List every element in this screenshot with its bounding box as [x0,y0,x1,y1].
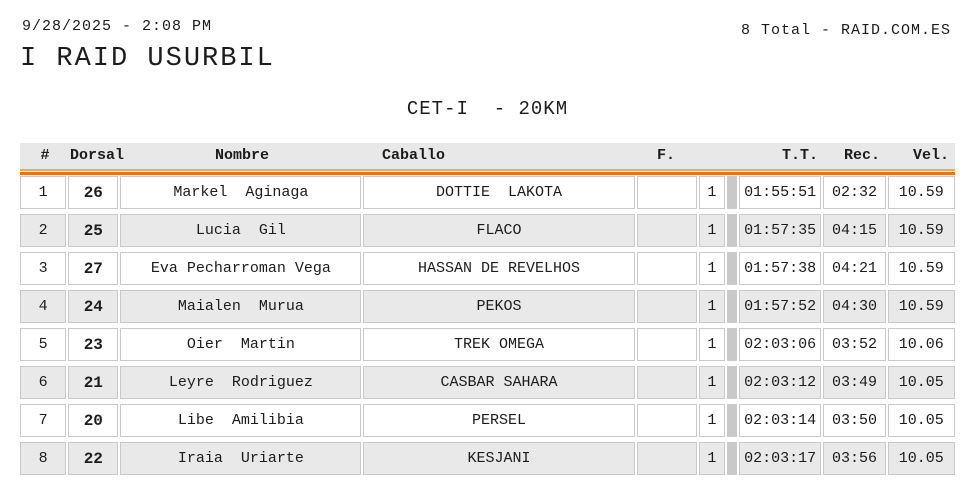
recovery-time-cell: 04:21 [823,252,885,285]
phase-empty-cell [637,328,697,361]
results-body [20,176,955,475]
col-header-f-count [698,143,724,169]
total-time-cell: 01:57:35 [739,214,821,247]
rank-cell: 8 [20,442,66,475]
dorsal-cell: 24 [68,290,118,323]
recovery-time-cell: 03:49 [823,366,885,399]
table-row [20,252,955,285]
phase-separator-cell [727,328,737,361]
recovery-time-cell: 04:30 [823,290,885,323]
total-time-cell: 02:03:12 [739,366,821,399]
recovery-time-cell: 03:50 [823,404,885,437]
rank-cell: 3 [20,252,66,285]
total-time-cell: 02:03:06 [739,328,821,361]
dorsal-cell: 20 [68,404,118,437]
phase-separator-cell [727,176,737,209]
results-header [20,143,955,169]
results-table [20,143,955,480]
phase-separator-cell [727,214,737,247]
dorsal-cell: 27 [68,252,118,285]
col-header-nombre: Nombre [214,147,269,164]
total-time-cell: 02:03:14 [739,404,821,437]
phase-empty-cell [637,442,697,475]
rank-cell: 2 [20,214,66,247]
total-time-cell: 01:57:38 [739,252,821,285]
col-header-tt: T.T. [781,147,818,164]
rank-cell: 6 [20,366,66,399]
horse-name-cell: CASBAR SAHARA [363,366,634,399]
rider-name-cell: Maialen Murua [120,290,361,323]
col-header-vel: Vel. [912,147,949,164]
horse-name-cell: PEKOS [363,290,634,323]
speed-cell: 10.06 [888,328,955,361]
phase-empty-cell [637,176,697,209]
rank-cell: 4 [20,290,66,323]
horse-name-cell: PERSEL [363,404,634,437]
phase-separator-cell [727,252,737,285]
phase-separator-cell [727,404,737,437]
rider-name-cell: Oier Martin [120,328,361,361]
phase-count-cell: 1 [699,290,725,323]
speed-cell: 10.59 [888,176,955,209]
phase-count-cell: 1 [699,328,725,361]
phase-count-cell: 1 [699,366,725,399]
speed-cell: 10.05 [888,442,955,475]
col-header-f: F. [656,147,675,164]
recovery-time-cell: 03:52 [823,328,885,361]
table-row [20,328,955,361]
phase-empty-cell [637,214,697,247]
horse-name-cell: KESJANI [363,442,634,475]
col-header-caballo: Caballo [382,147,446,164]
rider-name-cell: Eva Pecharroman Vega [120,252,361,285]
rider-name-cell: Leyre Rodriguez [120,366,361,399]
dorsal-cell: 21 [68,366,118,399]
recovery-time-cell: 02:32 [823,176,885,209]
table-row [20,366,955,399]
table-row [20,404,955,437]
total-time-cell: 02:03:17 [739,442,821,475]
phase-separator-cell [727,442,737,475]
report-datetime: 9/28/2025 - 2:08 PM [22,18,213,35]
speed-cell: 10.59 [888,290,955,323]
horse-name-cell: HASSAN DE REVELHOS [363,252,634,285]
table-row [20,290,955,323]
results-rows [18,171,957,480]
speed-cell: 10.05 [888,366,955,399]
recovery-time-cell: 04:15 [823,214,885,247]
col-header-pos: # [40,147,50,164]
table-row [20,176,955,209]
phase-empty-cell [637,366,697,399]
rider-name-cell: Lucia Gil [120,214,361,247]
speed-cell: 10.59 [888,214,955,247]
table-row [20,442,955,475]
rank-cell: 1 [20,176,66,209]
category-title: CET-I - 20KM [406,98,569,120]
dorsal-cell: 26 [68,176,118,209]
phase-separator-cell [727,290,737,323]
dorsal-cell: 23 [68,328,118,361]
horse-name-cell: DOTTIE LAKOTA [363,176,634,209]
phase-count-cell: 1 [699,252,725,285]
horse-name-cell: TREK OMEGA [363,328,634,361]
speed-cell: 10.59 [888,252,955,285]
total-and-source: 8 Total - RAID.COM.ES [740,22,951,39]
horse-name-cell: FLACO [363,214,634,247]
phase-empty-cell [637,252,697,285]
phase-count-cell: 1 [699,404,725,437]
total-time-cell: 01:57:52 [739,290,821,323]
rider-name-cell: Markel Aginaga [120,176,361,209]
rank-cell: 5 [20,328,66,361]
phase-count-cell: 1 [699,176,725,209]
phase-count-cell: 1 [699,442,725,475]
col-header-dorsal: Dorsal [70,147,125,164]
dorsal-cell: 25 [68,214,118,247]
phase-separator-cell [727,366,737,399]
table-row [20,214,955,247]
col-header-rec: Rec. [843,147,880,164]
phase-empty-cell [637,404,697,437]
speed-cell: 10.05 [888,404,955,437]
rank-cell: 7 [20,404,66,437]
dorsal-cell: 22 [68,442,118,475]
phase-count-cell: 1 [699,214,725,247]
page-title: I RAID USURBIL [20,44,275,74]
recovery-time-cell: 03:56 [823,442,885,475]
col-header-separator [726,143,736,169]
rider-name-cell: Iraia Uriarte [120,442,361,475]
phase-empty-cell [637,290,697,323]
rider-name-cell: Libe Amilibia [120,404,361,437]
total-time-cell: 01:55:51 [739,176,821,209]
